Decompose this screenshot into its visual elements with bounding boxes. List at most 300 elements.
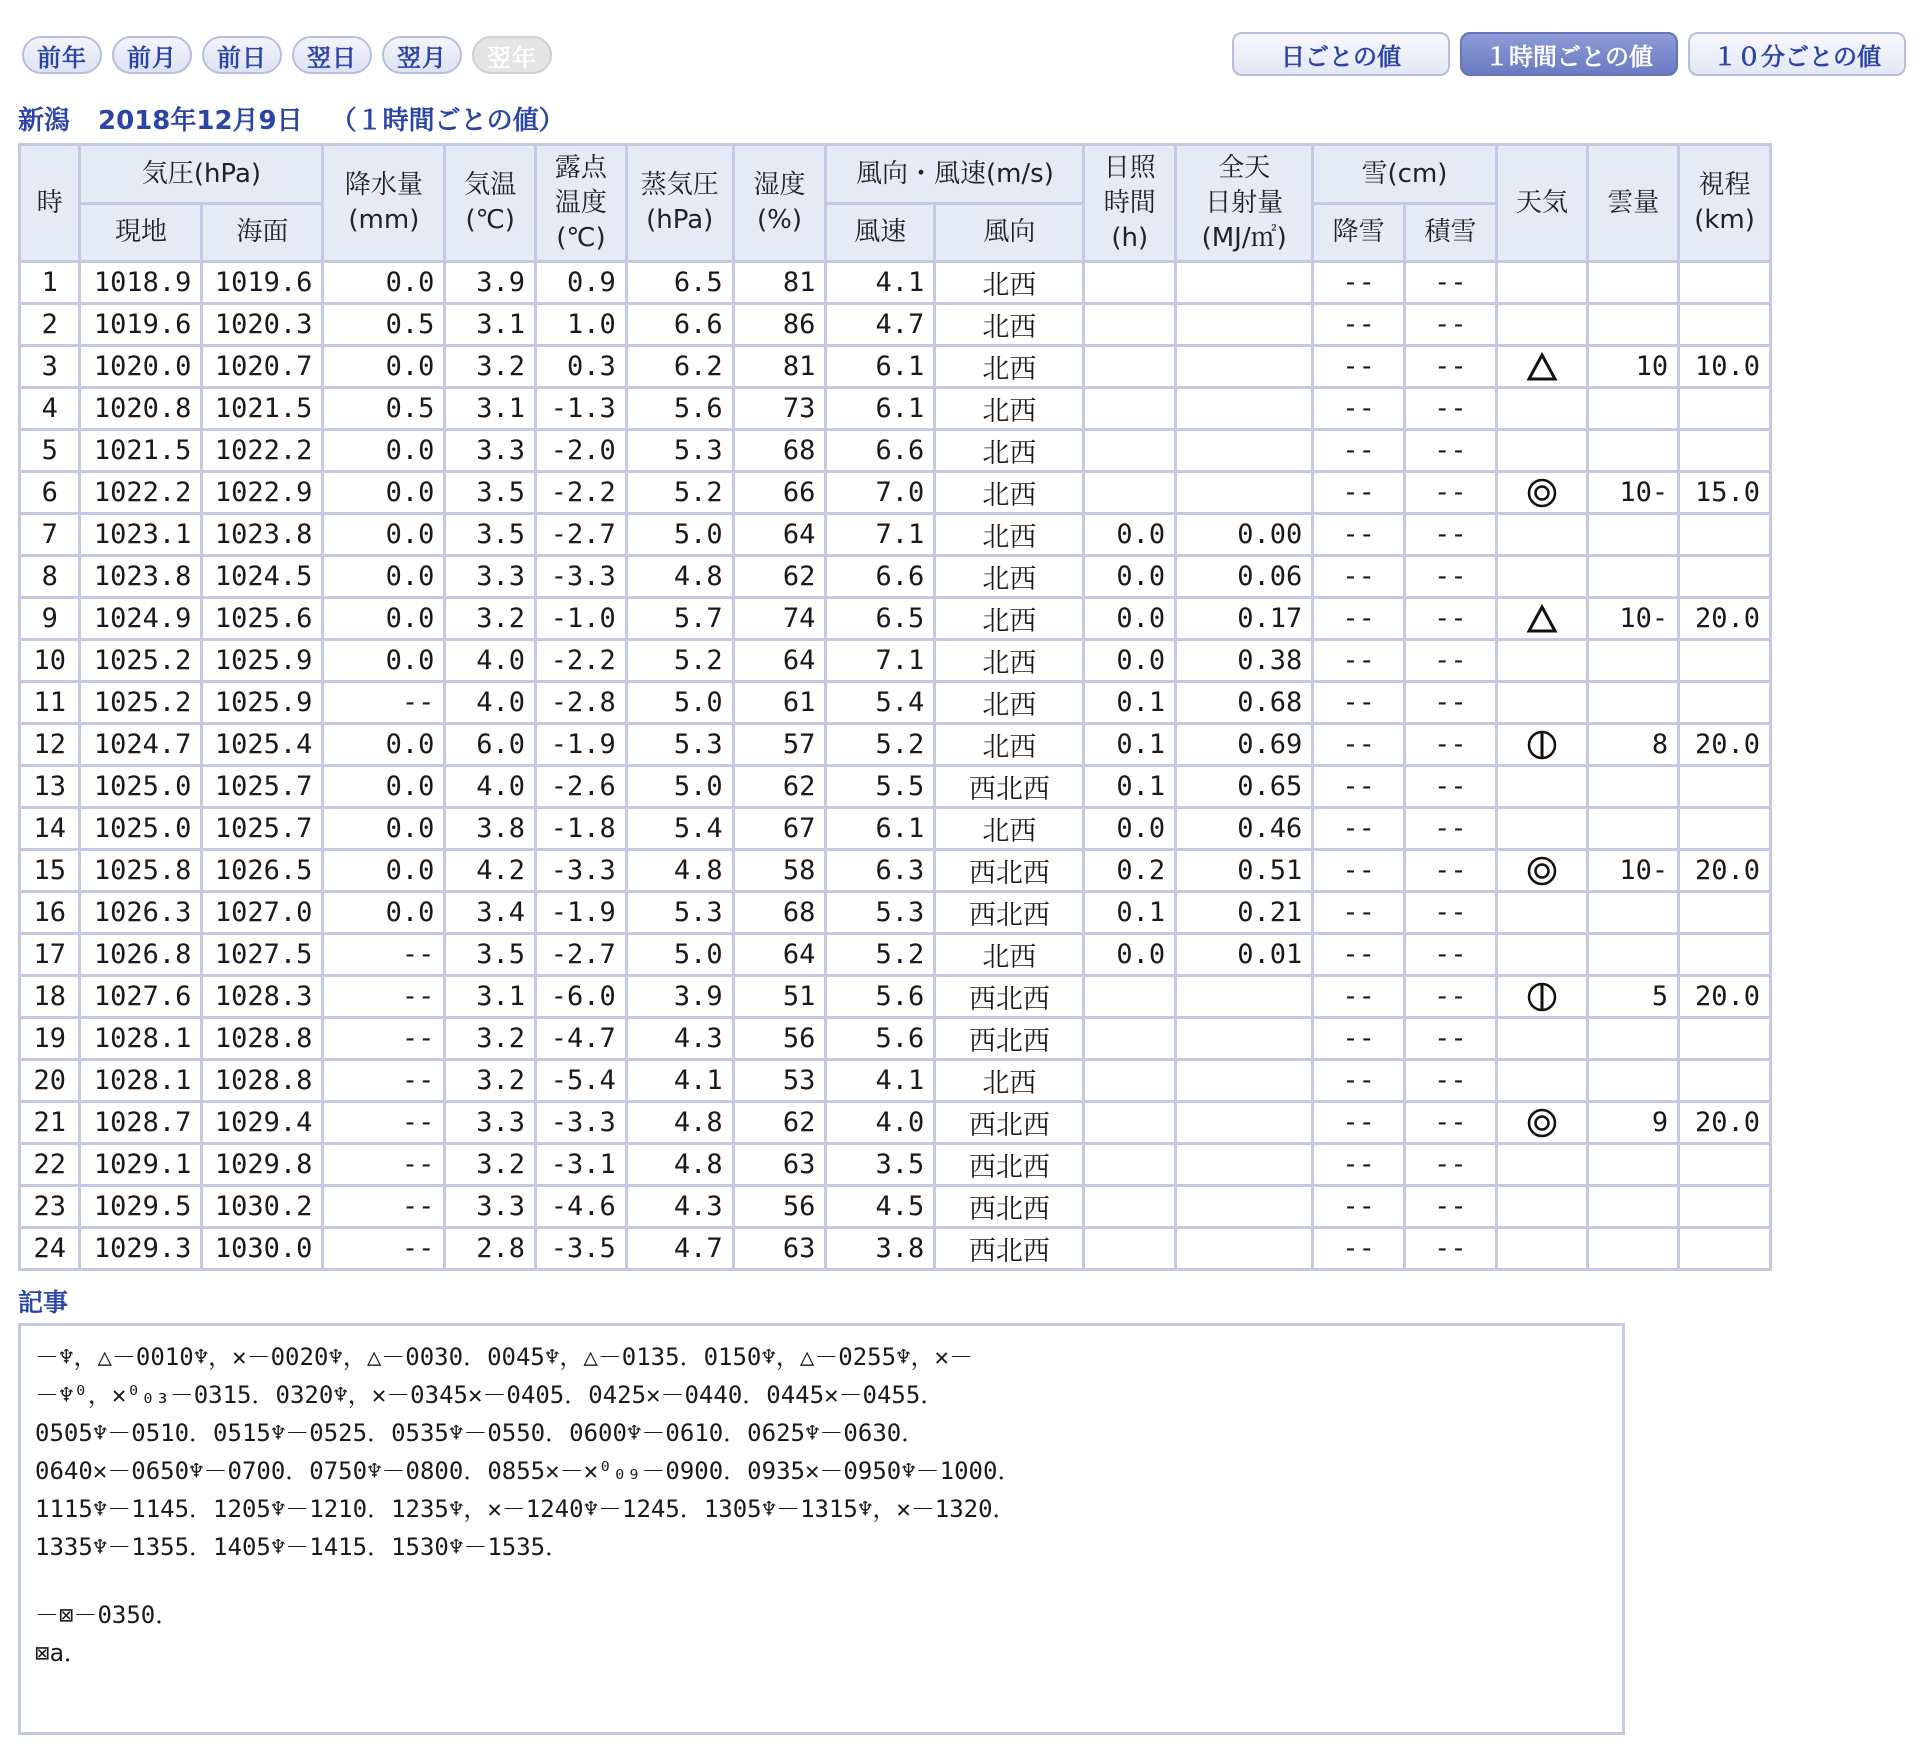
pressure-sea-cell: 1020.3 bbox=[202, 304, 323, 346]
sunshine-cell bbox=[1084, 262, 1176, 304]
humidity-cell: 68 bbox=[733, 892, 826, 934]
dewpoint-cell: -1.3 bbox=[536, 388, 627, 430]
remarks-line: ⊠a． bbox=[35, 1639, 88, 1667]
header-sunshine: 日照 時間 (h) bbox=[1084, 145, 1176, 262]
hour-cell: 15 bbox=[20, 850, 80, 892]
wind-direction-cell: 北西 bbox=[935, 808, 1084, 850]
humidity-cell: 73 bbox=[733, 388, 826, 430]
visibility-cell bbox=[1679, 1144, 1771, 1186]
sunshine-cell bbox=[1084, 976, 1176, 1018]
pressure-local-cell: 1029.5 bbox=[80, 1186, 202, 1228]
snow-depth-cell: -- bbox=[1404, 1228, 1496, 1270]
vapor-cell: 4.8 bbox=[626, 1144, 733, 1186]
wind-speed-cell: 7.1 bbox=[826, 514, 935, 556]
vapor-cell: 3.9 bbox=[626, 976, 733, 1018]
wind-direction-cell: 西北西 bbox=[935, 1018, 1084, 1060]
humidity-cell: 56 bbox=[733, 1018, 826, 1060]
radiation-cell bbox=[1176, 430, 1313, 472]
snow-depth-cell: -- bbox=[1404, 1144, 1496, 1186]
header-pressure: 気圧(hPa) bbox=[80, 145, 323, 204]
circle-bar-icon bbox=[1526, 728, 1558, 759]
snowfall-cell: -- bbox=[1313, 1144, 1405, 1186]
humidity-cell: 64 bbox=[733, 640, 826, 682]
weather-cell bbox=[1496, 1018, 1588, 1060]
sunshine-cell: 0.1 bbox=[1084, 724, 1176, 766]
vapor-cell: 4.3 bbox=[626, 1018, 733, 1060]
humidity-cell: 61 bbox=[733, 682, 826, 724]
humidity-cell: 67 bbox=[733, 808, 826, 850]
visibility-cell bbox=[1679, 514, 1771, 556]
sunshine-cell: 0.1 bbox=[1084, 892, 1176, 934]
prev-day-button[interactable]: 前日 bbox=[202, 36, 282, 74]
pressure-sea-cell: 1019.6 bbox=[202, 262, 323, 304]
radiation-cell: 0.46 bbox=[1176, 808, 1313, 850]
pressure-local-cell: 1023.1 bbox=[80, 514, 202, 556]
wind-direction-cell: 西北西 bbox=[935, 850, 1084, 892]
pressure-sea-cell: 1028.3 bbox=[202, 976, 323, 1018]
hour-cell: 7 bbox=[20, 514, 80, 556]
sunshine-cell: 0.0 bbox=[1084, 598, 1176, 640]
mode-label: （１時間ごとの値） bbox=[330, 106, 565, 136]
wind-direction-cell: 北西 bbox=[935, 514, 1084, 556]
page-title bbox=[18, 100, 565, 137]
pressure-sea-cell: 1027.5 bbox=[202, 934, 323, 976]
station-name: 新潟 bbox=[18, 106, 71, 136]
humidity-cell: 81 bbox=[733, 346, 826, 388]
pressure-sea-cell: 1025.9 bbox=[202, 682, 323, 724]
sunshine-cell: 0.0 bbox=[1084, 808, 1176, 850]
cloud-cell bbox=[1588, 682, 1679, 724]
table-row bbox=[20, 1060, 1771, 1102]
next-day-button[interactable]: 翌日 bbox=[292, 36, 372, 74]
visibility-cell bbox=[1679, 304, 1771, 346]
precip-cell: -- bbox=[323, 682, 445, 724]
header-snowfall: 降雪 bbox=[1313, 204, 1405, 262]
dewpoint-cell: 0.3 bbox=[536, 346, 627, 388]
weather-cell bbox=[1496, 892, 1588, 934]
wind-direction-cell: 西北西 bbox=[935, 1144, 1084, 1186]
table-row bbox=[20, 976, 1771, 1018]
visibility-cell bbox=[1679, 682, 1771, 724]
pressure-sea-cell: 1027.0 bbox=[202, 892, 323, 934]
visibility-cell bbox=[1679, 262, 1771, 304]
next-month-button[interactable]: 翌月 bbox=[382, 36, 462, 74]
table-body bbox=[20, 262, 1771, 1270]
snowfall-cell: -- bbox=[1313, 976, 1405, 1018]
wind-direction-cell: 西北西 bbox=[935, 766, 1084, 808]
hour-cell: 2 bbox=[20, 304, 80, 346]
pressure-sea-cell: 1028.8 bbox=[202, 1018, 323, 1060]
pressure-local-cell: 1025.0 bbox=[80, 808, 202, 850]
header-wind-direction: 風向 bbox=[935, 204, 1084, 262]
visibility-cell: 20.0 bbox=[1679, 976, 1771, 1018]
sunshine-cell bbox=[1084, 1186, 1176, 1228]
visibility-cell bbox=[1679, 1228, 1771, 1270]
snow-depth-cell: -- bbox=[1404, 346, 1496, 388]
table-row bbox=[20, 1228, 1771, 1270]
header-radiation: 全天 日射量 (MJ/㎡) bbox=[1176, 145, 1313, 262]
dewpoint-cell: -5.4 bbox=[536, 1060, 627, 1102]
radiation-cell: 0.21 bbox=[1176, 892, 1313, 934]
table-header bbox=[20, 145, 1771, 262]
wind-direction-cell: 北西 bbox=[935, 430, 1084, 472]
pressure-sea-cell: 1026.5 bbox=[202, 850, 323, 892]
cloud-cell bbox=[1588, 1144, 1679, 1186]
header-wind: 風向・風速(m/s) bbox=[826, 145, 1084, 204]
hour-cell: 6 bbox=[20, 472, 80, 514]
precip-cell: 0.0 bbox=[323, 346, 445, 388]
header-dewpoint: 露点 温度 (℃) bbox=[536, 145, 627, 262]
vapor-cell: 5.2 bbox=[626, 640, 733, 682]
radiation-cell bbox=[1176, 388, 1313, 430]
sunshine-cell bbox=[1084, 1144, 1176, 1186]
weather-cell bbox=[1496, 808, 1588, 850]
dewpoint-cell: 1.0 bbox=[536, 304, 627, 346]
radiation-cell: 0.68 bbox=[1176, 682, 1313, 724]
hour-cell: 19 bbox=[20, 1018, 80, 1060]
header-humidity: 湿度 (%) bbox=[733, 145, 826, 262]
table-row bbox=[20, 934, 1771, 976]
snow-depth-cell: -- bbox=[1404, 976, 1496, 1018]
dewpoint-cell: -3.1 bbox=[536, 1144, 627, 1186]
snow-depth-cell: -- bbox=[1404, 472, 1496, 514]
hour-cell: 23 bbox=[20, 1186, 80, 1228]
radiation-cell bbox=[1176, 1018, 1313, 1060]
radiation-cell bbox=[1176, 304, 1313, 346]
radiation-cell: 0.17 bbox=[1176, 598, 1313, 640]
double-circle-icon bbox=[1526, 476, 1558, 507]
hourly-values-button[interactable]: １時間ごとの値 bbox=[1460, 32, 1678, 76]
sunshine-cell bbox=[1084, 1102, 1176, 1144]
dewpoint-cell: -3.3 bbox=[536, 1102, 627, 1144]
humidity-cell: 57 bbox=[733, 724, 826, 766]
wind-direction-cell: 北西 bbox=[935, 724, 1084, 766]
header-weather: 天気 bbox=[1496, 145, 1588, 262]
hour-cell: 24 bbox=[20, 1228, 80, 1270]
radiation-cell bbox=[1176, 1060, 1313, 1102]
header-snow: 雪(cm) bbox=[1313, 145, 1496, 204]
temp-cell: 3.1 bbox=[445, 304, 536, 346]
radiation-cell: 0.69 bbox=[1176, 724, 1313, 766]
remarks-title: 記事 bbox=[18, 1288, 69, 1317]
pressure-local-cell: 1028.7 bbox=[80, 1102, 202, 1144]
precip-cell: -- bbox=[323, 1102, 445, 1144]
dewpoint-cell: -3.3 bbox=[536, 556, 627, 598]
humidity-cell: 81 bbox=[733, 262, 826, 304]
temp-cell: 3.1 bbox=[445, 388, 536, 430]
table-row bbox=[20, 472, 1771, 514]
snow-depth-cell: -- bbox=[1404, 766, 1496, 808]
snowfall-cell: -- bbox=[1313, 556, 1405, 598]
pressure-local-cell: 1026.8 bbox=[80, 934, 202, 976]
wind-direction-cell: 北西 bbox=[935, 304, 1084, 346]
dewpoint-cell: -4.7 bbox=[536, 1018, 627, 1060]
sunshine-cell bbox=[1084, 304, 1176, 346]
vapor-cell: 5.0 bbox=[626, 934, 733, 976]
weather-cell bbox=[1496, 430, 1588, 472]
humidity-cell: 53 bbox=[733, 1060, 826, 1102]
pressure-sea-cell: 1023.8 bbox=[202, 514, 323, 556]
sunshine-cell: 0.0 bbox=[1084, 556, 1176, 598]
hour-cell: 10 bbox=[20, 640, 80, 682]
header-snow-depth: 積雪 bbox=[1404, 204, 1496, 262]
cloud-cell: 10- bbox=[1588, 850, 1679, 892]
radiation-cell bbox=[1176, 1228, 1313, 1270]
sunshine-cell: 0.1 bbox=[1084, 766, 1176, 808]
cloud-cell bbox=[1588, 934, 1679, 976]
visibility-cell: 20.0 bbox=[1679, 850, 1771, 892]
remarks-line: －⊠－0350． bbox=[35, 1601, 180, 1629]
precip-cell: -- bbox=[323, 1186, 445, 1228]
pressure-local-cell: 1020.0 bbox=[80, 346, 202, 388]
wind-direction-cell: 北西 bbox=[935, 388, 1084, 430]
pressure-local-cell: 1028.1 bbox=[80, 1018, 202, 1060]
table-row bbox=[20, 262, 1771, 304]
wind-speed-cell: 6.6 bbox=[826, 556, 935, 598]
sunshine-cell bbox=[1084, 346, 1176, 388]
visibility-cell bbox=[1679, 808, 1771, 850]
header-cloud: 雲量 bbox=[1588, 145, 1679, 262]
visibility-cell bbox=[1679, 934, 1771, 976]
hour-cell: 8 bbox=[20, 556, 80, 598]
temp-cell: 4.0 bbox=[445, 682, 536, 724]
pressure-sea-cell: 1020.7 bbox=[202, 346, 323, 388]
sunshine-cell bbox=[1084, 1060, 1176, 1102]
remarks-line: －♆⁰，✕⁰₀₃－0315．0320♆，✕－0345✕－0405．0425✕－0440．0445✕－0455． bbox=[35, 1381, 945, 1409]
vapor-cell: 5.3 bbox=[626, 724, 733, 766]
snowfall-cell: -- bbox=[1313, 850, 1405, 892]
vapor-cell: 4.8 bbox=[626, 850, 733, 892]
hour-cell: 16 bbox=[20, 892, 80, 934]
vapor-cell: 6.6 bbox=[626, 304, 733, 346]
cloud-cell: 5 bbox=[1588, 976, 1679, 1018]
header-vapor: 蒸気圧 (hPa) bbox=[626, 145, 733, 262]
temp-cell: 3.9 bbox=[445, 262, 536, 304]
vapor-cell: 4.1 bbox=[626, 1060, 733, 1102]
vapor-cell: 6.5 bbox=[626, 262, 733, 304]
header-precip: 降水量 (mm) bbox=[323, 145, 445, 262]
precip-cell: 0.0 bbox=[323, 556, 445, 598]
precip-cell: 0.0 bbox=[323, 640, 445, 682]
weather-cell bbox=[1496, 388, 1588, 430]
visibility-cell bbox=[1679, 1018, 1771, 1060]
pressure-sea-cell: 1025.7 bbox=[202, 808, 323, 850]
temp-cell: 2.8 bbox=[445, 1228, 536, 1270]
wind-speed-cell: 7.1 bbox=[826, 640, 935, 682]
table-row bbox=[20, 598, 1771, 640]
snow-depth-cell: -- bbox=[1404, 430, 1496, 472]
cloud-cell bbox=[1588, 1186, 1679, 1228]
triangle-icon bbox=[1526, 350, 1558, 381]
hour-cell: 12 bbox=[20, 724, 80, 766]
snowfall-cell: -- bbox=[1313, 892, 1405, 934]
double-circle-icon bbox=[1526, 854, 1558, 885]
snow-depth-cell: -- bbox=[1404, 1060, 1496, 1102]
remarks-lines-secondary bbox=[35, 1596, 1608, 1672]
humidity-cell: 63 bbox=[733, 1228, 826, 1270]
table-row bbox=[20, 1144, 1771, 1186]
wind-speed-cell: 5.5 bbox=[826, 766, 935, 808]
precip-cell: -- bbox=[323, 976, 445, 1018]
hour-cell: 14 bbox=[20, 808, 80, 850]
pressure-local-cell: 1023.8 bbox=[80, 556, 202, 598]
snow-depth-cell: -- bbox=[1404, 556, 1496, 598]
visibility-cell bbox=[1679, 430, 1771, 472]
wind-direction-cell: 西北西 bbox=[935, 1228, 1084, 1270]
snowfall-cell: -- bbox=[1313, 724, 1405, 766]
cloud-cell bbox=[1588, 262, 1679, 304]
dewpoint-cell: -4.6 bbox=[536, 1186, 627, 1228]
cloud-cell: 10- bbox=[1588, 598, 1679, 640]
snow-depth-cell: -- bbox=[1404, 682, 1496, 724]
precip-cell: 0.0 bbox=[323, 724, 445, 766]
weather-cell bbox=[1496, 1186, 1588, 1228]
hour-cell: 9 bbox=[20, 598, 80, 640]
snowfall-cell: -- bbox=[1313, 808, 1405, 850]
remarks-line: －♆，△－0010♆，✕－0020♆，△－0030．0045♆，△－0135．0150♆，△－0255♆，✕－ bbox=[35, 1343, 973, 1371]
prev-month-button[interactable]: 前月 bbox=[112, 36, 192, 74]
cloud-cell: 10 bbox=[1588, 346, 1679, 388]
dewpoint-cell: -2.7 bbox=[536, 934, 627, 976]
table-row bbox=[20, 1018, 1771, 1060]
visibility-cell bbox=[1679, 892, 1771, 934]
humidity-cell: 62 bbox=[733, 766, 826, 808]
ten-minute-values-button[interactable]: １０分ごとの値 bbox=[1688, 32, 1906, 76]
humidity-cell: 63 bbox=[733, 1144, 826, 1186]
temp-cell: 4.0 bbox=[445, 766, 536, 808]
precip-cell: 0.5 bbox=[323, 388, 445, 430]
sunshine-cell bbox=[1084, 1018, 1176, 1060]
hourly-observation-table bbox=[18, 143, 1772, 1271]
precip-cell: 0.0 bbox=[323, 892, 445, 934]
snow-depth-cell: -- bbox=[1404, 304, 1496, 346]
temp-cell: 3.3 bbox=[445, 1186, 536, 1228]
snow-depth-cell: -- bbox=[1404, 850, 1496, 892]
wind-direction-cell: 西北西 bbox=[935, 1186, 1084, 1228]
pressure-local-cell: 1027.6 bbox=[80, 976, 202, 1018]
dewpoint-cell: -1.9 bbox=[536, 892, 627, 934]
snowfall-cell: -- bbox=[1313, 934, 1405, 976]
wind-direction-cell: 北西 bbox=[935, 262, 1084, 304]
cloud-cell bbox=[1588, 556, 1679, 598]
wind-speed-cell: 4.5 bbox=[826, 1186, 935, 1228]
table-row bbox=[20, 1186, 1771, 1228]
visibility-cell: 20.0 bbox=[1679, 1102, 1771, 1144]
header-temp: 気温 (℃) bbox=[445, 145, 536, 262]
vapor-cell: 5.7 bbox=[626, 598, 733, 640]
table-row bbox=[20, 1102, 1771, 1144]
dewpoint-cell: -2.0 bbox=[536, 430, 627, 472]
pressure-sea-cell: 1028.8 bbox=[202, 1060, 323, 1102]
temp-cell: 6.0 bbox=[445, 724, 536, 766]
visibility-cell bbox=[1679, 556, 1771, 598]
table-row bbox=[20, 304, 1771, 346]
remarks-line: 1335♆－1355．1405♆－1415．1530♆－1535． bbox=[35, 1533, 570, 1561]
humidity-cell: 74 bbox=[733, 598, 826, 640]
hour-cell: 11 bbox=[20, 682, 80, 724]
sunshine-cell bbox=[1084, 472, 1176, 514]
pressure-local-cell: 1025.8 bbox=[80, 850, 202, 892]
table-row bbox=[20, 682, 1771, 724]
remarks-line: 0640✕－0650♆－0700．0750♆－0800．0855✕－✕⁰₀₉－0900．0935✕－0950♆－1000． bbox=[35, 1457, 1022, 1485]
temp-cell: 3.4 bbox=[445, 892, 536, 934]
wind-direction-cell: 北西 bbox=[935, 682, 1084, 724]
wind-speed-cell: 6.5 bbox=[826, 598, 935, 640]
radiation-cell bbox=[1176, 346, 1313, 388]
precip-cell: -- bbox=[323, 1228, 445, 1270]
snow-depth-cell: -- bbox=[1404, 1186, 1496, 1228]
radiation-cell: 0.06 bbox=[1176, 556, 1313, 598]
weather-cell bbox=[1496, 640, 1588, 682]
header-wind-speed: 風速 bbox=[826, 204, 935, 262]
visibility-cell bbox=[1679, 766, 1771, 808]
snow-depth-cell: -- bbox=[1404, 808, 1496, 850]
wind-direction-cell: 北西 bbox=[935, 1060, 1084, 1102]
table-row bbox=[20, 514, 1771, 556]
snow-depth-cell: -- bbox=[1404, 724, 1496, 766]
radiation-cell bbox=[1176, 976, 1313, 1018]
precip-cell: 0.0 bbox=[323, 472, 445, 514]
sunshine-cell: 0.0 bbox=[1084, 640, 1176, 682]
cloud-cell bbox=[1588, 766, 1679, 808]
snowfall-cell: -- bbox=[1313, 430, 1405, 472]
pressure-sea-cell: 1025.4 bbox=[202, 724, 323, 766]
sunshine-cell bbox=[1084, 388, 1176, 430]
weather-cell bbox=[1496, 934, 1588, 976]
visibility-cell bbox=[1679, 1060, 1771, 1102]
wind-speed-cell: 4.1 bbox=[826, 262, 935, 304]
wind-speed-cell: 6.1 bbox=[826, 808, 935, 850]
header-pressure-sea: 海面 bbox=[202, 204, 323, 262]
precip-cell: 0.0 bbox=[323, 850, 445, 892]
wind-direction-cell: 北西 bbox=[935, 346, 1084, 388]
pressure-local-cell: 1025.2 bbox=[80, 640, 202, 682]
pressure-sea-cell: 1030.0 bbox=[202, 1228, 323, 1270]
daily-values-button[interactable]: 日ごとの値 bbox=[1232, 32, 1450, 76]
prev-year-button[interactable]: 前年 bbox=[22, 36, 102, 74]
dewpoint-cell: -2.2 bbox=[536, 472, 627, 514]
precip-cell: 0.0 bbox=[323, 808, 445, 850]
weather-cell bbox=[1496, 514, 1588, 556]
table-row bbox=[20, 388, 1771, 430]
cloud-cell bbox=[1588, 1060, 1679, 1102]
table-row bbox=[20, 724, 1771, 766]
humidity-cell: 58 bbox=[733, 850, 826, 892]
vapor-cell: 4.8 bbox=[626, 1102, 733, 1144]
snowfall-cell: -- bbox=[1313, 304, 1405, 346]
hour-cell: 3 bbox=[20, 346, 80, 388]
next-year-button: 翌年 bbox=[472, 36, 552, 74]
pressure-sea-cell: 1030.2 bbox=[202, 1186, 323, 1228]
dewpoint-cell: -1.9 bbox=[536, 724, 627, 766]
cloud-cell: 8 bbox=[1588, 724, 1679, 766]
humidity-cell: 64 bbox=[733, 934, 826, 976]
vapor-cell: 4.8 bbox=[626, 556, 733, 598]
remarks-line: 1115♆－1145．1205♆－1210．1235♆，✕－1240♆－1245．1305♆－1315♆，✕－1320． bbox=[35, 1495, 1017, 1523]
pressure-sea-cell: 1025.9 bbox=[202, 640, 323, 682]
wind-speed-cell: 5.4 bbox=[826, 682, 935, 724]
snowfall-cell: -- bbox=[1313, 1102, 1405, 1144]
radiation-cell bbox=[1176, 262, 1313, 304]
weather-cell bbox=[1496, 556, 1588, 598]
precip-cell: -- bbox=[323, 934, 445, 976]
wind-speed-cell: 4.1 bbox=[826, 1060, 935, 1102]
snow-depth-cell: -- bbox=[1404, 1018, 1496, 1060]
dewpoint-cell: -2.6 bbox=[536, 766, 627, 808]
table-row bbox=[20, 766, 1771, 808]
observation-date: 2018年12月9日 bbox=[98, 106, 303, 136]
weather-cell bbox=[1496, 766, 1588, 808]
